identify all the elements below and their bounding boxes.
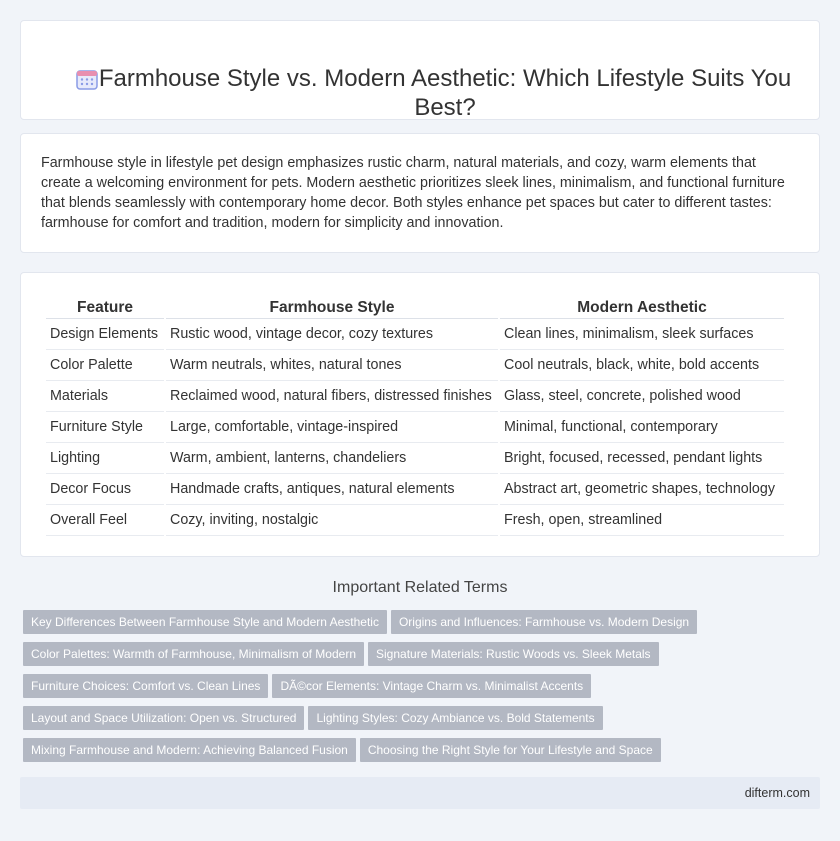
column-header: Feature bbox=[46, 297, 164, 319]
related-term-tag[interactable]: Mixing Farmhouse and Modern: Achieving Balanced Fusion bbox=[23, 738, 356, 762]
table-cell: Design Elements bbox=[46, 319, 164, 350]
related-term-tag[interactable]: Lighting Styles: Cozy Ambiance vs. Bold Statements bbox=[308, 706, 602, 730]
table-header-row bbox=[46, 297, 784, 319]
related-term-tag[interactable]: Key Differences Between Farmhouse Style and Modern Aesthetic bbox=[23, 610, 387, 634]
table-cell: Overall Feel bbox=[46, 505, 164, 536]
table-cell: Abstract art, geometric shapes, technology bbox=[500, 474, 784, 505]
table-row bbox=[46, 350, 784, 381]
table-cell: Lighting bbox=[46, 443, 164, 474]
related-term-tag[interactable]: Signature Materials: Rustic Woods vs. Sleek Metals bbox=[368, 642, 659, 666]
related-term-tag[interactable]: Origins and Influences: Farmhouse vs. Modern Design bbox=[391, 610, 697, 634]
intro-card bbox=[20, 133, 820, 253]
table-cell: Clean lines, minimalism, sleek surfaces bbox=[500, 319, 784, 350]
table-cell: Warm neutrals, whites, natural tones bbox=[166, 350, 498, 381]
related-term-tag[interactable]: Color Palettes: Warmth of Farmhouse, Minimalism of Modern bbox=[23, 642, 364, 666]
table-cell: Warm, ambient, lanterns, chandeliers bbox=[166, 443, 498, 474]
table-row bbox=[46, 474, 784, 505]
table-cell: Materials bbox=[46, 381, 164, 412]
table-row bbox=[46, 381, 784, 412]
comparison-table-card bbox=[20, 272, 820, 557]
table-row bbox=[46, 505, 784, 536]
table-row bbox=[46, 412, 784, 443]
related-term-tag[interactable]: Layout and Space Utilization: Open vs. Structured bbox=[23, 706, 304, 730]
table-cell: Reclaimed wood, natural fibers, distressed finishes bbox=[166, 381, 498, 412]
related-term-tag[interactable]: DÃ©cor Elements: Vintage Charm vs. Minimalist Accents bbox=[272, 674, 591, 698]
table-cell: Furniture Style bbox=[46, 412, 164, 443]
column-header: Farmhouse Style bbox=[166, 297, 498, 319]
table-cell: Fresh, open, streamlined bbox=[500, 505, 784, 536]
related-terms-list bbox=[23, 610, 817, 770]
footer-site-link[interactable]: difterm.com bbox=[744, 786, 810, 800]
table-cell: Decor Focus bbox=[46, 474, 164, 505]
header-card bbox=[20, 20, 820, 120]
related-term-tag[interactable]: Choosing the Right Style for Your Lifestyle and Space bbox=[360, 738, 661, 762]
table-cell: Color Palette bbox=[46, 350, 164, 381]
table-cell: Large, comfortable, vintage-inspired bbox=[166, 412, 498, 443]
page-title: Farmhouse Style vs. Modern Aesthetic: Which Lifestyle Suits You Best? bbox=[98, 65, 792, 121]
table-cell: Handmade crafts, antiques, natural elements bbox=[166, 474, 498, 505]
table-cell: Cool neutrals, black, white, bold accents bbox=[500, 350, 784, 381]
related-term-tag[interactable]: Furniture Choices: Comfort vs. Clean Lines bbox=[23, 674, 268, 698]
footer bbox=[20, 777, 820, 809]
table-row bbox=[46, 443, 784, 474]
table-cell: Rustic wood, vintage decor, cozy textures bbox=[166, 319, 498, 350]
table-row bbox=[46, 319, 784, 350]
related-terms-title: Important Related Terms bbox=[332, 579, 508, 596]
table-cell: Cozy, inviting, nostalgic bbox=[166, 505, 498, 536]
comparison-table bbox=[44, 297, 786, 536]
column-header: Modern Aesthetic bbox=[500, 297, 784, 319]
intro-text: Farmhouse style in lifestyle pet design emphasizes rustic charm, natural materials, and cozy, warm elements that create a welcoming environment for pets. Modern aesthetic prioritizes sleek lines, minimalism, and functional furniture that blends seamlessly with contemporary home decor. Both styles enhance pet spaces but cater to different tastes: farmhouse for comfort and tradition, modern for simplicity and innovation. bbox=[41, 155, 785, 231]
table-cell: Minimal, functional, contemporary bbox=[500, 412, 784, 443]
table-cell: Bright, focused, recessed, pendant lights bbox=[500, 443, 784, 474]
table-cell: Glass, steel, concrete, polished wood bbox=[500, 381, 784, 412]
